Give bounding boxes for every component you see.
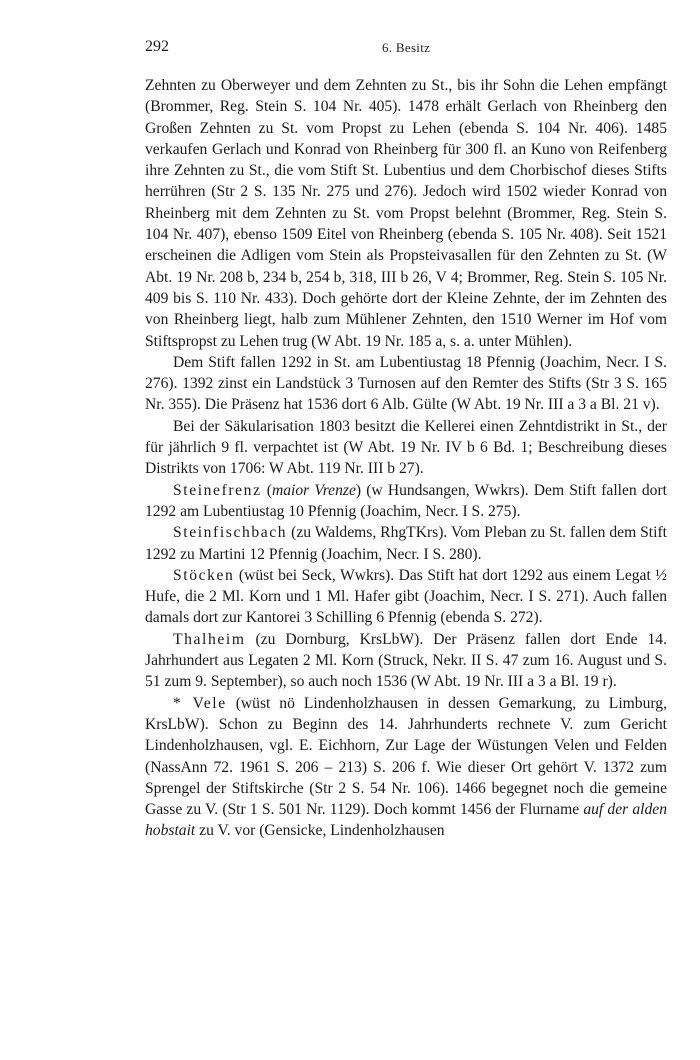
entry-paragraph <box>145 480 667 523</box>
text-run: zu V. vor (Gensicke, Lindenholzhausen <box>195 822 445 840</box>
text-run: (wüst nö Lindenholzhausen in dessen Gemarkung, zu Limburg, KrsLbW). Schon zu Beginn des 14. Jahrhunderts rechnete V. zum Gericht Lindenholzhausen, vgl. E. Eichhorn, Zur Lage der Wüstungen Velen und Felden (NassAnn 72. 1961 S. 206 – 213) S. 206 f. Wie dieser Ort gehört V. 1372 zum Sprengel der Stiftskirche (Str 2 S. 54 Nr. 106). 1466 begegnet noch die gemeine Gasse zu V. (Str 1 S. 501 Nr. 1129). Doch kommt 1456 der Flurname <box>145 694 667 819</box>
text-run: Zehnten zu Oberweyer und dem Zehnten zu St., bis ihr Sohn die Lehen empfängt (Brommer, Reg. Stein S. 104 Nr. 405). 1478 erhält Gerlach von Rheinberg den Großen Zehnten zu St. vom Propst zu Lehen (ebenda S. 104 Nr. 406). 1485 verkaufen Gerlach und Konrad von Rheinberg für 300 fl. an Kuno von Reifenberg ihre Zehnten zu St., die vom Stift St. Lubentius und dem Chorbischof dieses Stifts herrühren (Str 2 S. 135 Nr. 275 und 276). Jedoch wird 1502 wieder Konrad von Rheinberg mit dem Zehnten zu St. vom Propst belehnt (Brommer, Reg. Stein S. 104 Nr. 407), ebenso 1509 Eitel von Rheinberg (ebenda S. 105 Nr. 408). Seit 1521 erscheinen die Adligen vom Stein als Propsteivasallen für den Zehnten zu St. (W Abt. 19 Nr. 208 b, 234 b, 254 b, 318, III b 26, V 4; Brommer, Reg. Stein S. 105 Nr. 409 bis S. 110 Nr. 433). Doch gehörte dort der Kleine Zehnte, der im Zehnten des von Rheinberg liegt, halb zum Mühlener Zehnten, den 1510 Werner im Hof vom Stiftspropst zu Lehen trug (W Abt. 19 Nr. 185 a, s. a. unter Mühlen). <box>145 77 667 350</box>
entry-paragraph <box>145 565 667 629</box>
paragraph <box>145 352 667 416</box>
text-run: Bei der Säkularisation 1803 besitzt die Kellerei einen Zehntdistrikt in St., der für jährlich 9 fl. verpachtet ist (W Abt. 19 Nr. IV b 6 Bd. 1; Beschreibung dieses Distrikts von 1706: W Abt. 119 Nr. III b 27). <box>145 417 667 478</box>
place-name: * Vele <box>173 694 227 712</box>
paragraph <box>145 75 667 352</box>
page-header <box>145 38 545 58</box>
entry-paragraph <box>145 693 667 842</box>
place-name: Steinfischbach <box>173 524 288 542</box>
place-name: Stöcken <box>173 566 235 584</box>
text-run: ) (w Hundsangen, Wwkrs). Dem Stift fallen dort 1292 am Lubentiustag 10 Pfennig (Joachim, Necr. I S. 275). <box>145 481 667 520</box>
entry-paragraph <box>145 629 667 693</box>
text-run: (wüst bei Seck, Wwkrs). Das Stift hat dort 1292 aus einem Legat ½ Hufe, die 2 Ml. Korn und 1 Ml. Hafer gibt (Joachim, Necr. I S. 271). Auch fallen damals dort zur Kantorei 3 Schilling 6 Pfennig (ebenda S. 272). <box>145 566 667 627</box>
body-text <box>145 75 667 842</box>
italic-term: auf der alden hobstait <box>145 801 667 840</box>
place-name: Steinefrenz <box>173 481 262 499</box>
text-run: Dem Stift fallen 1292 in St. am Lubentiustag 18 Pfennig (Joachim, Necr. I S. 276). 1392 zinst ein Landstück 3 Turnosen auf den Remter des Stifts (Str 3 S. 165 Nr. 355). Die Präsenz hat 1536 dort 6 Alb. Gülte (W Abt. 19 Nr. III a 3 a Bl. 21 v). <box>145 353 667 414</box>
page-number: 292 <box>145 38 169 55</box>
paragraph <box>145 416 667 480</box>
running-head: 6. Besitz <box>382 40 431 55</box>
place-name: Thalheim <box>173 630 246 648</box>
italic-term: maior Vrenze <box>271 481 356 499</box>
text-run: (zu Waldems, RhgTKrs). Vom Pleban zu St. fallen dem Stift 1292 zu Martini 12 Pfennig (Joachim, Necr. I S. 280). <box>145 524 667 563</box>
text-run: (zu Dornburg, KrsLbW). Der Präsenz fallen dort Ende 14. Jahrhundert aus Legaten 2 Ml. Korn (Struck, Nekr. II S. 47 zum 16. August und S. 51 zum 9. September), so auch noch 1536 (W Abt. 19 Nr. III a 3 a Bl. 19 r). <box>145 630 667 691</box>
entry-paragraph <box>145 522 667 565</box>
text-run: ( <box>261 481 272 499</box>
